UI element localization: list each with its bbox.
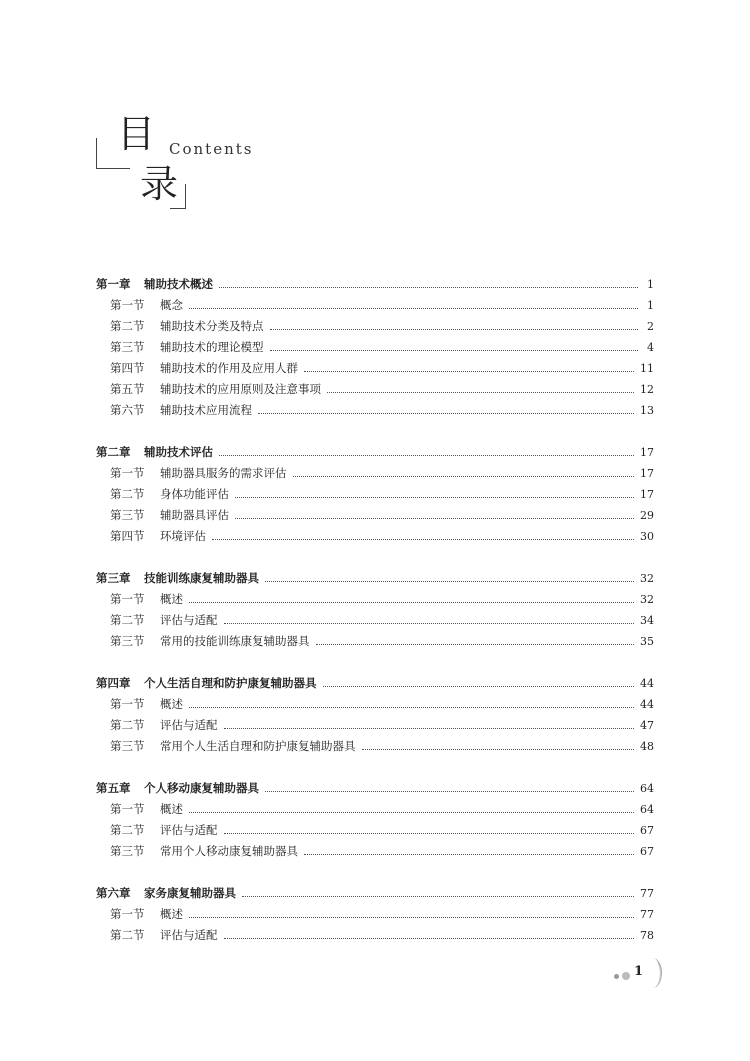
section-entry-page: 64 [640, 803, 654, 816]
section-entry-title: 辅助技术应用流程 [160, 403, 252, 417]
leader-dots [304, 853, 634, 855]
section-entry-page: 17 [640, 467, 654, 480]
heading-bracket-left [96, 138, 97, 168]
section-entry-number: 第一节 [110, 592, 145, 606]
leader-dots [189, 307, 638, 309]
footer-dot-large-icon [622, 972, 630, 980]
section-entry-title: 辅助器具服务的需求评估 [160, 466, 287, 480]
section-entry-title: 概述 [160, 802, 183, 816]
section-entry[interactable] [96, 717, 654, 738]
chapter-entry-number: 第四章 [96, 676, 131, 690]
footer-swirl-inner-icon [650, 962, 661, 986]
section-entry-title: 辅助技术的理论模型 [160, 340, 264, 354]
leader-dots [189, 811, 634, 813]
heading-bracket-left-line [96, 168, 130, 169]
section-entry-number: 第一节 [110, 697, 145, 711]
section-entry-number: 第五节 [110, 382, 145, 396]
section-entry-number: 第四节 [110, 361, 145, 375]
leader-dots [270, 328, 639, 330]
section-entry-page: 47 [640, 719, 654, 732]
leader-dots [224, 937, 635, 939]
section-entry-number: 第四节 [110, 529, 145, 543]
section-entry[interactable] [96, 360, 654, 381]
leader-dots [224, 832, 635, 834]
section-entry[interactable] [96, 927, 654, 948]
section-entry-page: 11 [640, 362, 654, 375]
chapter-entry-title: 技能训练康复辅助器具 [144, 571, 259, 585]
chapter-entry[interactable] [96, 675, 654, 696]
section-entry[interactable] [96, 822, 654, 843]
section-entry-number: 第一节 [110, 466, 145, 480]
section-entry-title: 评估与适配 [160, 613, 218, 627]
section-entry-page: 67 [640, 845, 654, 858]
leader-dots [189, 916, 634, 918]
section-entry-number: 第二节 [110, 928, 145, 942]
leader-dots [219, 454, 634, 456]
section-entry[interactable] [96, 738, 654, 759]
section-entry-number: 第一节 [110, 298, 145, 312]
leader-dots [293, 475, 635, 477]
section-entry-page: 4 [647, 341, 654, 354]
leader-dots [242, 895, 634, 897]
chapter-entry-page: 1 [647, 278, 654, 291]
chapter-entry-page: 17 [640, 446, 654, 459]
leader-dots [265, 790, 634, 792]
section-entry-title: 概述 [160, 697, 183, 711]
section-entry-number: 第三节 [110, 634, 145, 648]
section-entry-page: 29 [640, 509, 654, 522]
heading-bracket-right [185, 184, 186, 208]
section-entry-title: 概述 [160, 592, 183, 606]
leader-dots [265, 580, 634, 582]
section-entry-page: 34 [640, 614, 654, 627]
section-entry[interactable] [96, 843, 654, 864]
section-entry-title: 评估与适配 [160, 823, 218, 837]
toc-chapter [96, 570, 654, 654]
leader-dots [212, 538, 634, 540]
chapter-entry-page: 77 [640, 887, 654, 900]
section-entry[interactable] [96, 528, 654, 549]
section-entry[interactable] [96, 465, 654, 486]
chapter-entry[interactable] [96, 444, 654, 465]
section-entry[interactable] [96, 381, 654, 402]
section-entry-page: 67 [640, 824, 654, 837]
page-number: 1 [634, 964, 644, 979]
section-entry-number: 第二节 [110, 718, 145, 732]
section-entry-title: 辅助器具评估 [160, 508, 229, 522]
section-entry[interactable] [96, 297, 654, 318]
section-entry-title: 环境评估 [160, 529, 206, 543]
leader-dots [304, 370, 634, 372]
section-entry-title: 辅助技术分类及特点 [160, 319, 264, 333]
chapter-entry-number: 第一章 [96, 277, 131, 291]
heading-char-mu: 目 [117, 112, 156, 156]
chapter-entry-title: 个人生活自理和防护康复辅助器具 [144, 676, 317, 690]
section-entry-page: 1 [647, 299, 654, 312]
chapter-entry[interactable] [96, 885, 654, 906]
chapter-entry-title: 辅助技术概述 [144, 277, 213, 291]
footer-dot-small-icon [614, 974, 619, 979]
leader-dots [189, 706, 634, 708]
leader-dots [258, 412, 634, 414]
section-entry-number: 第三节 [110, 844, 145, 858]
section-entry-page: 77 [640, 908, 654, 921]
section-entry-number: 第二节 [110, 823, 145, 837]
section-entry[interactable] [96, 318, 654, 339]
chapter-entry-title: 家务康复辅助器具 [144, 886, 236, 900]
section-entry-number: 第二节 [110, 613, 145, 627]
section-entry[interactable] [96, 507, 654, 528]
section-entry-number: 第一节 [110, 907, 145, 921]
section-entry-number: 第一节 [110, 802, 145, 816]
section-entry-title: 常用的技能训练康复辅助器具 [160, 634, 310, 648]
chapter-entry[interactable] [96, 570, 654, 591]
section-entry-page: 2 [647, 320, 654, 333]
chapter-entry-page: 64 [640, 782, 654, 795]
toc-chapter [96, 885, 654, 948]
heading-contents-label: Contents [169, 140, 254, 158]
chapter-entry-title: 辅助技术评估 [144, 445, 213, 459]
section-entry-page: 32 [640, 593, 654, 606]
section-entry[interactable] [96, 402, 654, 423]
section-entry-title: 辅助技术的应用原则及注意事项 [160, 382, 321, 396]
section-entry-title: 概念 [160, 298, 183, 312]
section-entry-number: 第二节 [110, 487, 145, 501]
section-entry[interactable] [96, 339, 654, 360]
section-entry-page: 30 [640, 530, 654, 543]
section-entry-title: 评估与适配 [160, 718, 218, 732]
section-entry-number: 第三节 [110, 739, 145, 753]
section-entry-title: 概述 [160, 907, 183, 921]
section-entry[interactable] [96, 696, 654, 717]
leader-dots [224, 727, 635, 729]
leader-dots [189, 601, 634, 603]
toc-chapter [96, 276, 654, 423]
toc-chapter [96, 444, 654, 549]
leader-dots [235, 517, 634, 519]
page-footer [610, 958, 670, 994]
section-entry-page: 17 [640, 488, 654, 501]
section-entry-page: 78 [640, 929, 654, 942]
section-entry-number: 第三节 [110, 508, 145, 522]
leader-dots [270, 349, 639, 351]
section-entry[interactable] [96, 486, 654, 507]
leader-dots [362, 748, 635, 750]
section-entry-page: 44 [640, 698, 654, 711]
heading-char-lu: 录 [140, 162, 179, 206]
chapter-entry[interactable] [96, 780, 654, 801]
leader-dots [235, 496, 634, 498]
chapter-entry-number: 第六章 [96, 886, 131, 900]
chapter-entry-page: 44 [640, 677, 654, 690]
toc-heading [0, 0, 750, 240]
section-entry-page: 35 [640, 635, 654, 648]
section-entry-title: 常用个人移动康复辅助器具 [160, 844, 298, 858]
leader-dots [219, 286, 638, 288]
leader-dots [316, 643, 635, 645]
section-entry-title: 辅助技术的作用及应用人群 [160, 361, 298, 375]
section-entry-title: 身体功能评估 [160, 487, 229, 501]
section-entry-title: 常用个人生活自理和防护康复辅助器具 [160, 739, 356, 753]
section-entry-page: 13 [640, 404, 654, 417]
section-entry-number: 第二节 [110, 319, 145, 333]
table-of-contents [96, 276, 654, 969]
leader-dots [323, 685, 635, 687]
section-entry[interactable] [96, 633, 654, 654]
chapter-entry-title: 个人移动康复辅助器具 [144, 781, 259, 795]
section-entry-page: 48 [640, 740, 654, 753]
section-entry[interactable] [96, 591, 654, 612]
section-entry-title: 评估与适配 [160, 928, 218, 942]
section-entry-number: 第三节 [110, 340, 145, 354]
heading-bracket-right-line [170, 208, 186, 209]
chapter-entry-number: 第五章 [96, 781, 131, 795]
chapter-entry-page: 32 [640, 572, 654, 585]
leader-dots [327, 391, 634, 393]
chapter-entry-number: 第二章 [96, 445, 131, 459]
chapter-entry[interactable] [96, 276, 654, 297]
chapter-entry-number: 第三章 [96, 571, 131, 585]
section-entry-page: 12 [640, 383, 654, 396]
section-entry-number: 第六节 [110, 403, 145, 417]
toc-chapter [96, 675, 654, 759]
toc-chapter [96, 780, 654, 864]
section-entry[interactable] [96, 612, 654, 633]
leader-dots [224, 622, 635, 624]
section-entry[interactable] [96, 801, 654, 822]
section-entry[interactable] [96, 906, 654, 927]
